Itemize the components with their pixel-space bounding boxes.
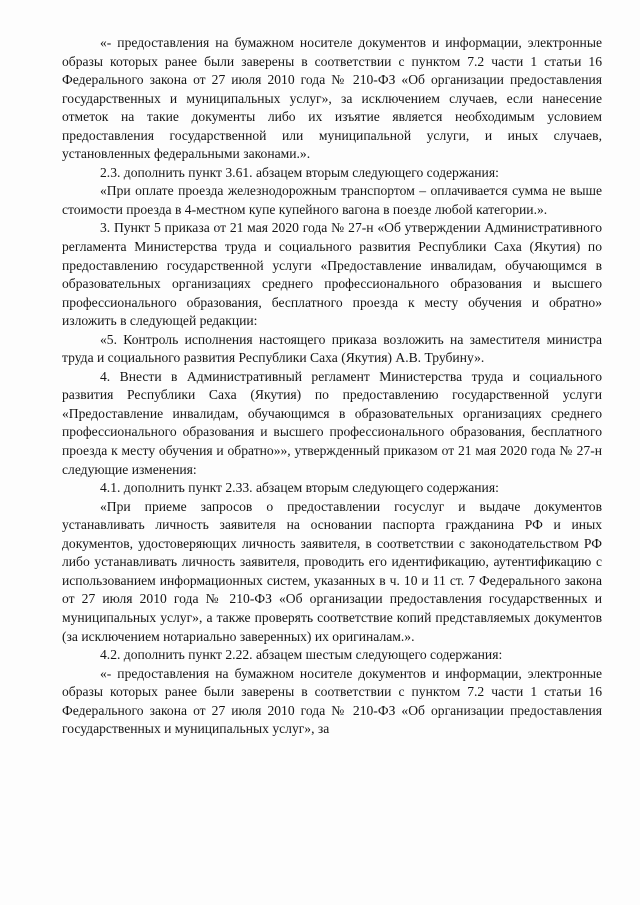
paragraph-quote-documents: «- предоставления на бумажном носителе документов и информации, электронные образы которых ранее были заверены в соответствии с пунктом 7.2 части 1 статьи 16 Федерального закона от 27 июля 2010 года № 210-ФЗ «Об организации предоставления государственных и муниципальных услуг», за исключением случаев, если нанесение отметок на такие документы либо их изъятие является необходимым условием предоставления государственной или муниципальной услуги, и иных случаев, установленных федеральными законами.». [62,35,602,162]
paragraph-4-1: 4.1. дополнить пункт 2.33. абзацем вторым следующего содержания: [100,480,499,496]
paragraph-4: 4. Внести в Административный регламент Министерства труда и социального развития Республики Саха (Якутия) по предоставлению государственной услуги «Предоставление инвалидам, обучающимся в образовательных организациях среднего профессионального образования и высшего профессионального образования, бесплатного проезда к месту обучения и обратно»», утвержденный приказом от 21 мая 2020 года № 27-н следующие изменения: [62,368,602,477]
paragraph-control: «5. Контроль исполнения настоящего приказа возложить на заместителя министра труда и социального развития Республики Саха (Якутия) А.В. Трубину». [62,331,602,366]
paragraph-2-3: 2.3. дополнить пункт 3.61. абзацем вторым следующего содержания: [100,164,499,180]
paragraph-3: 3. Пункт 5 приказа от 21 мая 2020 года № 27-н «Об утверждении Административного регламента Министерства труда и социального развития Республики Саха (Якутия) по предоставлению государственной услуги «Предоставление инвалидам, обучающимся в образовательных организациях среднего профессионального образования и высшего профессионального образования, бесплатного проезда к месту обучения и обратно» изложить в следующей редакции: [62,220,602,329]
paragraph-quote-documents-2: «- предоставления на бумажном носителе документов и информации, электронные образы которых ранее были заверены в соответствии с пунктом 7.2 части 1 статьи 16 Федерального закона от 27 июля 2010 года № 210-ФЗ «Об организации предоставления государственных и муниципальных услуг», за [62,665,602,737]
paragraph-identity: «При приеме запросов о предоставлении госуслуг и выдаче документов устанавливать личность заявителя на основании паспорта гражданина РФ и иных документов, удостоверяющих личность заявителя, в соответствии с законодательством РФ либо устанавливать личность заявителя, проводить его идентификацию, аутентификацию с использованием информационных систем, указанных в ч. 10 и 11 ст. 7 Федерального закона от 27 июля 2010 года № 210-ФЗ «Об организации предоставления государственных и муниципальных услуг», а также проверять соответствие копий представляемых документов (за исключением нотариально заверенных) их оригиналам.». [62,498,602,644]
document-body [62,34,602,739]
paragraph-4-2: 4.2. дополнить пункт 2.22. абзацем шестым следующего содержания: [100,647,503,663]
paragraph-rail-payment: «При оплате проезда железнодорожным транспортом – оплачивается сумма не выше стоимости проезда в 4-местном купе купейного вагона в поезде любой категории.». [62,183,602,217]
